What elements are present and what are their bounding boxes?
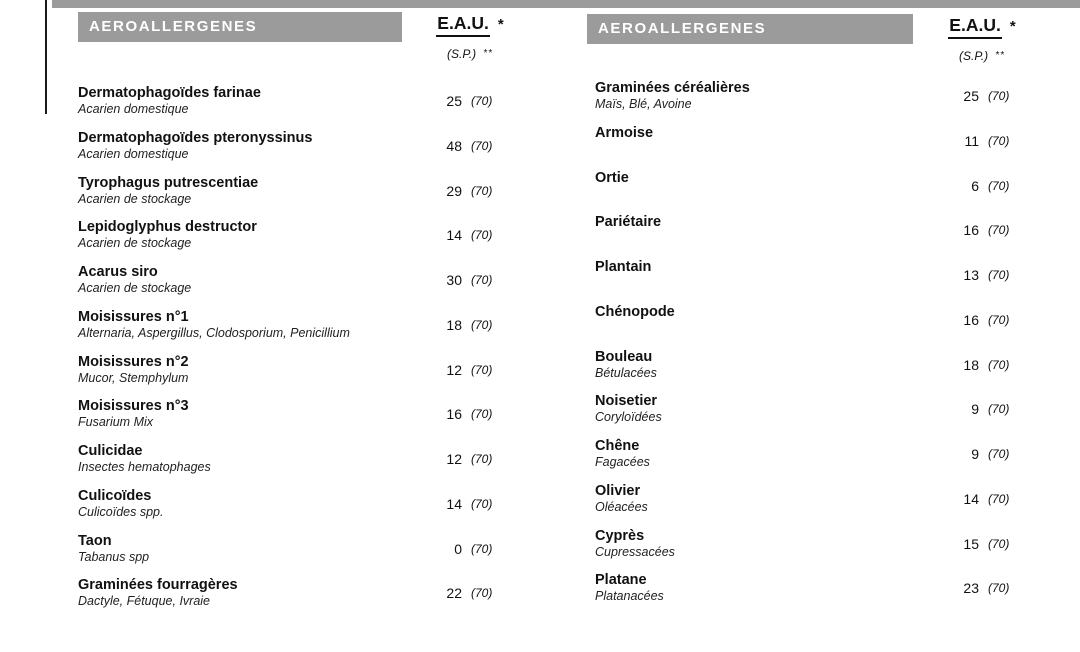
value-cell [921,528,1020,560]
eau-value: 30 [446,272,462,288]
allergen-name: Culicidae [78,443,143,459]
allergen-subtitle: Maïs, Blé, Avoine [595,97,692,111]
allergen-name: Plantain [595,259,652,275]
sp-value: (70) [471,362,493,377]
table-row [78,175,503,220]
allergen-name: Chénopode [595,303,675,320]
allergen-cell [595,125,921,142]
value-cell [921,483,1020,515]
eau-value: 14 [446,227,462,244]
sp-value: (70) [471,317,493,332]
allergen-name: Cyprès [595,527,645,544]
allergen-cell [595,483,921,515]
allergen-list-right [595,80,1020,617]
sp-value: (70) [988,312,1010,327]
allergen-name: Tyrophagus putrescentiae [78,174,259,191]
eau-value: 6 [971,177,979,194]
allergen-cell [78,130,404,162]
eau-value: 14 [963,490,979,507]
allergen-name: Moisissures n°3 [78,398,189,415]
sp-value: (70) [471,183,493,198]
allergen-subtitle: Acarien domestique [78,102,189,116]
eau-value: 0 [454,540,462,557]
sp-value: (70) [471,94,493,108]
value-cell [404,219,503,251]
allergen-subtitle: Acarien de stockage [78,191,192,206]
eau-header [415,13,525,37]
allergen-name: Platane [595,572,647,589]
allergen-subtitle: Cupressacées [595,544,675,559]
value-cell [921,214,1020,246]
table-row [78,443,503,488]
sp-value: (70) [471,228,493,243]
eau-value: 15 [963,535,979,552]
allergen-subtitle: Fusarium Mix [78,415,154,430]
double-asterisk-icon: ** [995,50,1005,61]
allergen-cell [78,175,404,207]
eau-value: 18 [446,316,462,333]
allergen-cell [595,214,921,231]
allergen-cell [78,309,404,341]
table-row [78,85,503,130]
value-cell [404,309,503,341]
allergen-cell [78,264,404,296]
allergen-subtitle: Mucor, Stemphylum [78,370,189,385]
allergen-subtitle: Tabanus spp [78,549,150,564]
table-row [78,488,503,533]
eau-value: 12 [446,451,462,467]
column-header-aeroallergenes-left: AEROALLERGENES [78,12,402,42]
table-row [595,80,1020,125]
sp-value: (70) [471,496,493,511]
eau-header [927,15,1037,39]
table-row [78,130,503,175]
table-row [595,438,1020,483]
allergen-cell [78,85,404,117]
sp-value: (70) [471,586,493,601]
value-cell [921,349,1020,381]
eau-value: 16 [446,406,462,423]
eau-value: 16 [963,222,979,239]
eau-value: 25 [963,88,979,104]
value-cell [404,264,503,296]
table-row [595,259,1020,304]
double-asterisk-icon: ** [483,48,493,59]
value-cell [921,80,1020,112]
allergen-cell [595,80,921,112]
allergen-subtitle: Oléacées [595,499,648,514]
sp-value: (70) [988,536,1010,551]
allergen-cell [595,349,921,381]
value-cell [404,577,503,609]
allergen-name: Moisissures n°2 [78,353,189,370]
allergen-subtitle: Platanacées [595,589,664,604]
value-cell [404,443,503,475]
allergen-cell [78,577,404,609]
table-row [78,577,503,622]
sp-label: (S.P.) [959,49,989,63]
value-cell [404,354,503,386]
allergen-name: Dermatophagoïdes farinae [78,85,261,101]
value-cell [404,398,503,430]
table-row [595,304,1020,349]
allergen-name: Graminées céréalières [595,80,750,96]
table-row [78,354,503,399]
eau-value: 12 [446,361,462,378]
table-row [78,309,503,354]
eau-label: E.A.U. [948,15,1002,39]
sp-header [415,47,525,61]
allergen-subtitle: Coryloïdées [595,410,662,425]
table-row [78,219,503,264]
eau-value: 13 [963,267,979,283]
eau-value: 22 [446,585,462,602]
eau-value: 11 [964,132,979,149]
allergen-name: Graminées fourragères [78,577,238,594]
value-cell [404,85,503,117]
value-cell [921,438,1020,470]
eau-value: 9 [971,446,979,462]
sp-value: (70) [988,178,1010,193]
sp-label: (S.P.) [447,47,477,61]
table-row [78,264,503,309]
table-row [78,398,503,443]
allergen-name: Taon [78,532,112,549]
scan-top-edge-strip [52,0,1080,8]
allergen-cell [595,304,921,321]
sp-value: (70) [988,357,1010,372]
allergen-subtitle: Acarien de stockage [78,281,192,295]
table-row [595,528,1020,573]
eau-value: 14 [446,495,462,512]
allergen-cell [595,528,921,560]
eau-value: 16 [963,311,979,328]
sp-value: (70) [988,581,1010,596]
eau-value: 23 [963,580,979,597]
scan-corner-tick-line [45,0,47,114]
allergen-subtitle: Bétulacées [595,365,657,380]
allergen-cell [78,488,404,520]
value-cell [404,130,503,162]
value-cell [921,304,1020,336]
table-row [595,349,1020,394]
allergen-name: Olivier [595,482,641,499]
allergen-cell [78,533,404,565]
unit-header-right [927,15,1037,63]
sp-value: (70) [988,268,1010,282]
allergen-list-left [78,85,503,622]
allergen-cell [78,443,404,475]
allergen-cell [595,393,921,425]
allergen-subtitle: Dactyle, Fétuque, Ivraie [78,594,211,609]
value-cell [921,170,1020,202]
allergen-name: Lepidoglyphus destructor [78,219,257,236]
sp-value: (70) [988,89,1010,103]
sp-value: (70) [988,447,1010,461]
eau-value: 18 [963,356,979,373]
value-cell [404,488,503,520]
table-row [595,125,1020,170]
value-cell [921,259,1020,291]
asterisk-icon: * [497,16,504,33]
allergen-cell [595,438,921,470]
sp-value: (70) [471,541,493,556]
value-cell [921,572,1020,604]
allergen-subtitle: Alternaria, Aspergillus, Clodosporium, Penicillium [78,325,350,340]
value-cell [404,175,503,207]
allergen-subtitle: Insectes hematophages [78,460,211,474]
sp-header [927,49,1037,63]
allergen-subtitle: Fagacées [595,455,650,469]
allergen-cell [595,259,921,276]
allergen-name: Chêne [595,438,640,454]
table-row [595,572,1020,617]
allergen-name: Noisetier [595,393,658,410]
allergen-cell [595,170,921,187]
allergen-cell [78,354,404,386]
value-cell [404,533,503,565]
table-row [78,533,503,578]
unit-header-left [415,13,525,61]
sp-value: (70) [988,491,1010,506]
sp-value: (70) [471,452,493,466]
table-row [595,483,1020,528]
eau-value: 9 [971,401,979,418]
table-row [595,214,1020,259]
allergen-name: Moisissures n°1 [78,308,189,325]
allergen-name: Dermatophagoïdes pteronyssinus [78,129,313,146]
allergen-name: Acarus siro [78,264,158,280]
table-row [595,393,1020,438]
eau-label: E.A.U. [436,13,490,37]
allergen-subtitle: Culicoïdes spp. [78,504,164,519]
sp-value: (70) [471,138,493,153]
allergen-name: Pariétaire [595,214,662,231]
eau-value: 48 [446,137,462,154]
allergen-name: Culicoïdes [78,487,152,504]
eau-value: 29 [446,182,462,199]
allergen-subtitle: Acarien de stockage [78,236,192,251]
value-cell [921,393,1020,425]
eau-value: 25 [446,93,462,109]
sp-value: (70) [988,223,1010,238]
table-row [595,170,1020,215]
value-cell [921,125,1020,157]
asterisk-icon: * [1009,18,1016,35]
allergen-name: Armoise [595,124,654,141]
allergen-subtitle: Acarien domestique [78,146,189,161]
sp-value: (70) [988,133,1010,148]
column-header-aeroallergenes-right: AEROALLERGENES [587,14,913,44]
sp-value: (70) [988,402,1010,417]
allergen-cell [78,398,404,430]
sp-value: (70) [471,273,493,287]
sp-value: (70) [471,407,493,422]
allergen-cell [78,219,404,251]
allergen-name: Ortie [595,169,629,186]
allergen-cell [595,572,921,604]
allergen-name: Bouleau [595,348,653,365]
